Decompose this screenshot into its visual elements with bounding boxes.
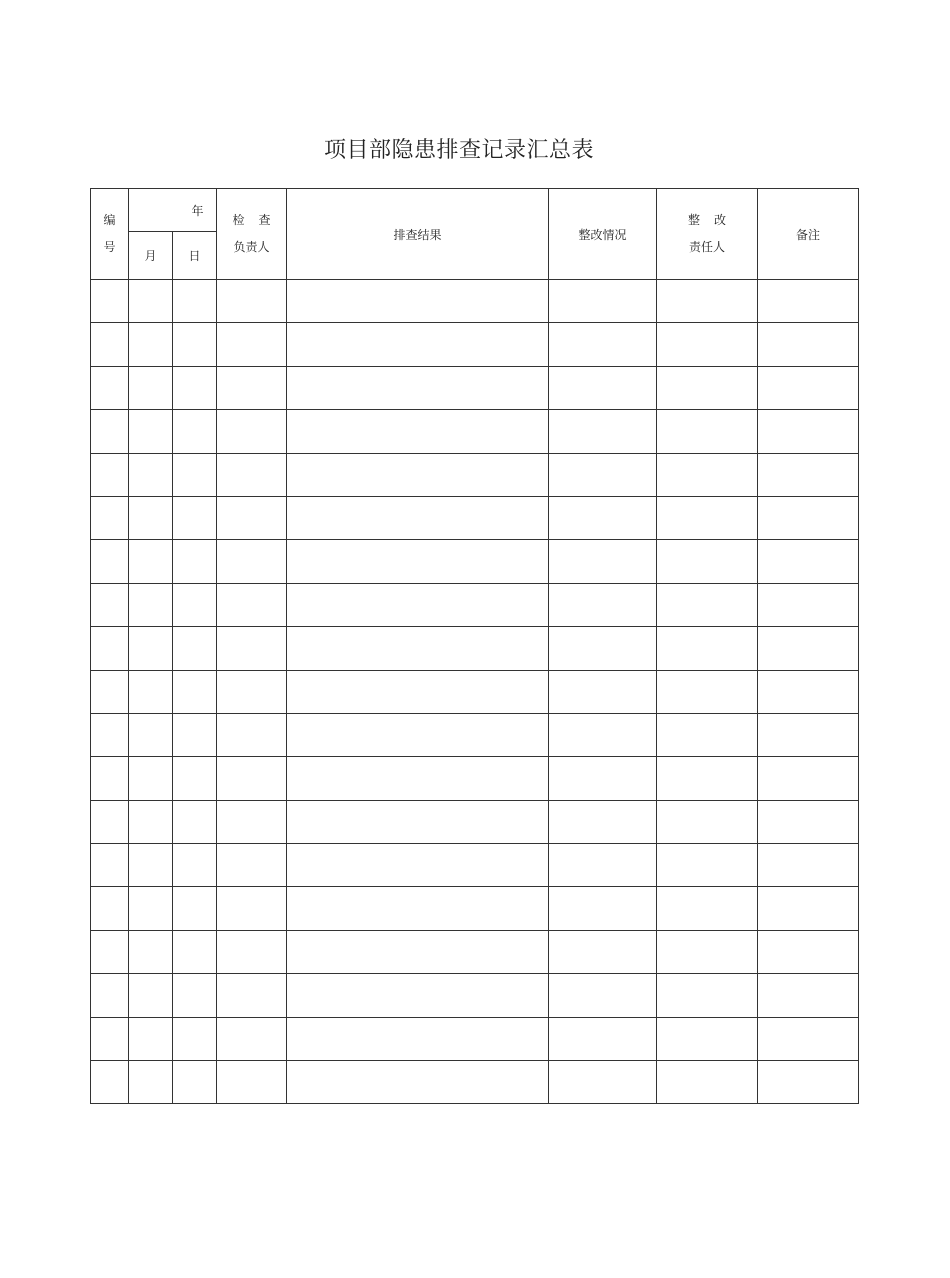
table-cell[interactable] (173, 583, 217, 626)
table-cell[interactable] (173, 844, 217, 887)
table-cell[interactable] (129, 366, 173, 409)
table-cell[interactable] (549, 323, 657, 366)
table-cell[interactable] (173, 1061, 217, 1104)
table-cell[interactable] (91, 713, 129, 756)
table-row (91, 887, 859, 930)
table-cell[interactable] (287, 323, 549, 366)
table-cell[interactable] (217, 410, 287, 453)
table-cell[interactable] (657, 844, 758, 887)
table-cell[interactable] (287, 366, 549, 409)
table-cell[interactable] (657, 930, 758, 973)
table-cell[interactable] (549, 496, 657, 539)
table-cell[interactable] (657, 1061, 758, 1104)
table-cell[interactable] (758, 1061, 859, 1104)
table-cell[interactable] (129, 974, 173, 1017)
table-cell[interactable] (91, 496, 129, 539)
table-cell[interactable] (657, 323, 758, 366)
table-cell[interactable] (758, 930, 859, 973)
table-cell[interactable] (217, 453, 287, 496)
table-row (91, 627, 859, 670)
table-cell[interactable] (549, 583, 657, 626)
table-cell[interactable] (173, 713, 217, 756)
table-cell[interactable] (549, 1017, 657, 1060)
table-cell[interactable] (217, 627, 287, 670)
header-day: 日 (173, 232, 217, 280)
table-cell[interactable] (758, 800, 859, 843)
table-cell[interactable] (287, 1061, 549, 1104)
table-row (91, 453, 859, 496)
table-cell[interactable] (287, 670, 549, 713)
table-cell[interactable] (173, 627, 217, 670)
table-cell[interactable] (657, 670, 758, 713)
table-row (91, 670, 859, 713)
table-cell[interactable] (758, 410, 859, 453)
table-cell[interactable] (217, 670, 287, 713)
table-cell[interactable] (758, 453, 859, 496)
table-cell[interactable] (173, 974, 217, 1017)
table-cell[interactable] (217, 366, 287, 409)
table-cell[interactable] (287, 410, 549, 453)
table-cell[interactable] (129, 930, 173, 973)
table-cell[interactable] (549, 670, 657, 713)
table-cell[interactable] (287, 974, 549, 1017)
table-cell[interactable] (129, 627, 173, 670)
table-row (91, 713, 859, 756)
table-cell[interactable] (217, 844, 287, 887)
table-cell[interactable] (758, 323, 859, 366)
table-cell[interactable] (758, 974, 859, 1017)
table-cell[interactable] (758, 280, 859, 323)
table-cell[interactable] (91, 930, 129, 973)
table-cell[interactable] (758, 713, 859, 756)
table-cell[interactable] (91, 410, 129, 453)
table-cell[interactable] (129, 1061, 173, 1104)
table-cell[interactable] (287, 844, 549, 887)
header-responsible (657, 189, 758, 280)
table-cell[interactable] (129, 323, 173, 366)
table-cell[interactable] (217, 800, 287, 843)
table-cell[interactable] (549, 713, 657, 756)
table-cell[interactable] (129, 496, 173, 539)
table-row (91, 540, 859, 583)
table-cell[interactable] (173, 453, 217, 496)
table-cell[interactable] (129, 757, 173, 800)
table-row (91, 1017, 859, 1060)
table-cell[interactable] (217, 583, 287, 626)
table-cell[interactable] (758, 627, 859, 670)
table-cell[interactable] (657, 410, 758, 453)
table-cell[interactable] (657, 1017, 758, 1060)
table-cell[interactable] (129, 670, 173, 713)
table-cell[interactable] (173, 280, 217, 323)
table-cell[interactable] (549, 1061, 657, 1104)
table-cell[interactable] (129, 844, 173, 887)
table-cell[interactable] (657, 280, 758, 323)
table-cell[interactable] (758, 670, 859, 713)
table-row (91, 583, 859, 626)
table-cell[interactable] (129, 887, 173, 930)
header-number-line1: 编 (103, 213, 116, 227)
table-cell[interactable] (91, 887, 129, 930)
table-cell[interactable] (287, 800, 549, 843)
table-cell[interactable] (217, 930, 287, 973)
table-cell[interactable] (758, 757, 859, 800)
header-number-line2: 号 (103, 240, 116, 254)
table-cell[interactable] (129, 1017, 173, 1060)
table-cell[interactable] (657, 366, 758, 409)
table-cell[interactable] (758, 366, 859, 409)
table-cell[interactable] (657, 974, 758, 1017)
table-row (91, 974, 859, 1017)
table-cell[interactable] (287, 627, 549, 670)
table-cell[interactable] (173, 887, 217, 930)
table-cell[interactable] (173, 1017, 217, 1060)
table-row (91, 1061, 859, 1104)
table-cell[interactable] (173, 496, 217, 539)
table-cell[interactable] (549, 453, 657, 496)
table-cell[interactable] (549, 930, 657, 973)
table-cell[interactable] (129, 280, 173, 323)
header-result: 排查结果 (287, 189, 549, 280)
table-cell[interactable] (173, 757, 217, 800)
table-cell[interactable] (173, 366, 217, 409)
table-cell[interactable] (287, 930, 549, 973)
table-cell[interactable] (91, 844, 129, 887)
table-cell[interactable] (287, 713, 549, 756)
table-cell[interactable] (173, 930, 217, 973)
table-cell[interactable] (549, 410, 657, 453)
table-row (91, 930, 859, 973)
table-cell[interactable] (287, 757, 549, 800)
table-cell[interactable] (657, 627, 758, 670)
table-row (91, 844, 859, 887)
table-cell[interactable] (657, 496, 758, 539)
header-responsible-line2: 责任人 (689, 240, 726, 254)
table-cell[interactable] (657, 540, 758, 583)
table-cell[interactable] (549, 280, 657, 323)
header-year (129, 189, 217, 232)
table-cell[interactable] (91, 540, 129, 583)
table-cell[interactable] (91, 1017, 129, 1060)
table-cell[interactable] (657, 887, 758, 930)
table-cell[interactable] (173, 800, 217, 843)
table-cell[interactable] (129, 540, 173, 583)
table-cell[interactable] (129, 453, 173, 496)
table-cell[interactable] (287, 453, 549, 496)
table-cell[interactable] (758, 844, 859, 887)
table-cell[interactable] (217, 540, 287, 583)
table-cell[interactable] (217, 974, 287, 1017)
table-cell[interactable] (758, 540, 859, 583)
table-cell[interactable] (173, 410, 217, 453)
header-remarks: 备注 (758, 189, 859, 280)
table-cell[interactable] (758, 496, 859, 539)
table-cell[interactable] (91, 366, 129, 409)
inspection-summary-table (90, 188, 859, 1104)
table-cell[interactable] (91, 1061, 129, 1104)
table-cell[interactable] (217, 887, 287, 930)
table-cell[interactable] (91, 323, 129, 366)
header-number (91, 189, 129, 280)
table-cell[interactable] (287, 280, 549, 323)
table-cell[interactable] (217, 1017, 287, 1060)
table-cell[interactable] (549, 844, 657, 887)
table-cell[interactable] (657, 583, 758, 626)
header-year-label: 年 (191, 203, 204, 218)
table-cell[interactable] (217, 1061, 287, 1104)
table-cell[interactable] (217, 323, 287, 366)
table-cell[interactable] (91, 974, 129, 1017)
header-row-top (91, 189, 859, 232)
table-cell[interactable] (549, 540, 657, 583)
table-cell[interactable] (129, 713, 173, 756)
table-cell[interactable] (217, 280, 287, 323)
table-cell[interactable] (287, 496, 549, 539)
table-cell[interactable] (91, 670, 129, 713)
table-cell[interactable] (173, 323, 217, 366)
table-cell[interactable] (173, 670, 217, 713)
table-cell[interactable] (287, 1017, 549, 1060)
table-cell[interactable] (657, 453, 758, 496)
table-cell[interactable] (287, 540, 549, 583)
header-responsible-line1: 整改 (688, 213, 741, 227)
table-cell[interactable] (287, 887, 549, 930)
document-title: 项目部隐患排查记录汇总表 (323, 138, 594, 163)
header-inspector-line2: 负责人 (233, 240, 270, 254)
header-rectification: 整改情况 (549, 189, 657, 280)
header-inspector (217, 189, 287, 280)
table-row (91, 280, 859, 323)
table-cell[interactable] (549, 800, 657, 843)
table-cell[interactable] (758, 583, 859, 626)
table-cell[interactable] (549, 887, 657, 930)
table-row (91, 496, 859, 539)
table-row (91, 410, 859, 453)
table-cell[interactable] (91, 627, 129, 670)
table-row (91, 757, 859, 800)
table-cell[interactable] (549, 974, 657, 1017)
table-row (91, 800, 859, 843)
table-cell[interactable] (217, 713, 287, 756)
table-cell[interactable] (173, 540, 217, 583)
table-cell[interactable] (657, 757, 758, 800)
table-cell[interactable] (129, 800, 173, 843)
table-cell[interactable] (91, 800, 129, 843)
header-month: 月 (129, 232, 173, 280)
table-cell[interactable] (217, 496, 287, 539)
table-cell[interactable] (217, 757, 287, 800)
table-cell[interactable] (549, 627, 657, 670)
table-cell[interactable] (758, 1017, 859, 1060)
table-cell[interactable] (129, 583, 173, 626)
table-cell[interactable] (549, 757, 657, 800)
table-cell[interactable] (287, 583, 549, 626)
table-cell[interactable] (758, 887, 859, 930)
table-row (91, 366, 859, 409)
header-inspector-line1: 检查 (232, 213, 285, 227)
table-cell[interactable] (549, 366, 657, 409)
table-cell[interactable] (657, 800, 758, 843)
table-cell[interactable] (657, 713, 758, 756)
table-cell[interactable] (91, 280, 129, 323)
table-cell[interactable] (91, 757, 129, 800)
table-cell[interactable] (91, 453, 129, 496)
table-row (91, 323, 859, 366)
table-cell[interactable] (91, 583, 129, 626)
table-cell[interactable] (129, 410, 173, 453)
